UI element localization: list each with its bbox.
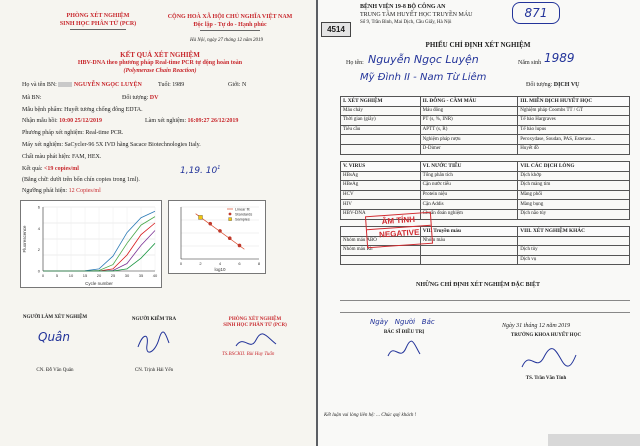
standard-curve-chart (168, 200, 266, 274)
dotted-line (340, 312, 630, 313)
table-row (341, 200, 630, 210)
legend-item: Samples (235, 217, 250, 222)
tick-label: 8 (257, 261, 261, 266)
method-line: Phương pháp xét nghiệm: Real-time PCR. (22, 130, 124, 136)
head-signature (518, 345, 578, 375)
table-row (341, 181, 630, 191)
handwritten-exponent: 1 (217, 165, 221, 171)
tick-label: 20 (96, 273, 102, 278)
table-cell[interactable]: Dịch vụ (518, 255, 630, 265)
age-label: Tuổi: (158, 82, 171, 88)
table-cell[interactable]: Tế bào lupus (518, 125, 630, 135)
table-cell[interactable]: Nhóm máu Rh (341, 246, 421, 256)
tick-label: 10 (68, 273, 74, 278)
sample-point (199, 215, 203, 219)
table-cell[interactable]: Tế bào Hargraves (518, 116, 630, 126)
table-row (341, 190, 630, 200)
checker-signature (135, 329, 171, 355)
result-subtitle: HBV-DNA theo phương pháp Real-time PCR tự động hoàn toàn (77, 60, 243, 66)
object-label: Đối tượng: (526, 82, 553, 88)
box-number: 4514 (321, 22, 351, 37)
tick-label: 40 (152, 273, 158, 278)
table-cell[interactable] (420, 255, 518, 265)
threshold-value: 12 Copies/ml (68, 188, 101, 194)
date-line: Hà Nội, ngày 27 tháng 12 năm 2019 (190, 38, 264, 43)
tick-label: 2 (199, 261, 202, 266)
standard-point (238, 244, 242, 248)
dotted-line (340, 300, 630, 301)
doctor-title: BÁC SĨ ĐIỀU TRỊ (383, 330, 425, 335)
done-label: Làm xét nghiệm: (145, 118, 186, 124)
result-sheet (0, 0, 316, 446)
yob-label: Năm sinh (518, 60, 542, 66)
table-cell[interactable]: Máu chảy (341, 106, 421, 116)
lab-name-1: PHÒNG XÉT NGHIỆM (66, 13, 130, 19)
section-header: VIII. XÉT NGHIỆM KHÁC (518, 227, 630, 237)
table-cell[interactable]: Nhóm máu ABO (341, 236, 421, 246)
table-cell[interactable]: HBeAg (341, 181, 421, 191)
address-handwritten: Mỹ Đình II - Nam Từ Liêm (360, 72, 487, 83)
object-value: DỊCH VỤ (553, 82, 580, 88)
result-subtitle-2: (Polymerase Chain Reaction) (123, 68, 197, 74)
table-cell[interactable] (518, 236, 630, 246)
legend-item: Standards (235, 212, 253, 217)
received-field (22, 118, 102, 125)
age-field (158, 82, 184, 89)
section-header: I. XÉT NGHIỆM (341, 97, 421, 107)
lab-name-2: SINH HỌC PHÂN TỬ (PCR) (59, 21, 137, 27)
x-axis-label: log10 (214, 267, 226, 272)
hospital-name: BỆNH VIỆN 19-8 BỘ CÔNG AN (360, 4, 446, 10)
footer-note: Kết luận vui lòng liên hệ: ... Chúc quý khách ! (324, 413, 417, 418)
table-cell[interactable]: Dịch não tủy (518, 209, 630, 219)
note-line: (Bằng chữ: dưới trên bốn chín copies trong 1ml). (22, 177, 140, 183)
legend-swatch (229, 218, 232, 221)
tick-label: 5 (55, 273, 59, 278)
table-cell[interactable]: APTT (s, R) (420, 125, 518, 135)
sex-label: Giới: (228, 82, 241, 88)
table-cell[interactable] (341, 135, 421, 145)
table-cell[interactable] (341, 144, 421, 154)
section-header: III. MIỄN DỊCH HUYẾT HỌC (518, 97, 630, 107)
table-cell[interactable]: Protein niệu (420, 190, 518, 200)
handwritten-code: 871 (512, 2, 560, 24)
sig-checker-title: NGƯỜI KIỂM TRA (131, 317, 177, 322)
threshold-field (22, 188, 101, 195)
sig-lab-head-name: TS.BSCKII. Bùi Huy Tuấn (222, 352, 275, 357)
received-value: 10:00 25/12/2019 (59, 118, 103, 124)
legend-item: Linear fit (235, 207, 250, 212)
country-title: CỘNG HOÀ XÃ HỘI CHỦ NGHĨA VIỆT NAM (167, 14, 293, 20)
sig-technician-title: NGƯỜI LÀM XÉT NGHIỆM (22, 315, 88, 320)
table-cell[interactable]: Nghiệm pháp rượu (420, 135, 518, 145)
result-title: KẾT QUẢ XÉT NGHIỆM (120, 51, 200, 59)
patient-name: NGUYỄN NGỌC LUYỆN (73, 82, 142, 88)
tick-label: 15 (82, 273, 88, 278)
table-row (341, 255, 630, 265)
legend-swatch (229, 213, 232, 216)
stamp-text-2: NEGATIVE (378, 227, 420, 240)
tick-label: 0 (179, 261, 183, 266)
table-cell[interactable]: D-Dimer (420, 144, 518, 154)
result-value: <19 copies/ml (44, 166, 79, 172)
table-cell[interactable]: Thời gian (giây) (341, 116, 421, 126)
head-name: TS. Trần Văn Tính (525, 376, 567, 381)
table-row (341, 106, 630, 116)
sig-technician-name: CN. Đỗ Văn Quân (36, 368, 74, 373)
section-header: VI. NƯỚC TIỂU (420, 162, 518, 172)
standard-curve-plot (169, 201, 265, 273)
technician-signature: Quân (38, 330, 71, 344)
standard-point (218, 229, 222, 233)
object-field (526, 82, 580, 89)
table-cell[interactable] (420, 246, 518, 256)
table-cell[interactable]: HBsAg (341, 171, 421, 181)
table-row (341, 246, 630, 256)
tick-label: 35 (138, 273, 144, 278)
table-cell[interactable]: Tổng phân tích (420, 171, 518, 181)
head-title: TRƯỞNG KHOA HUYẾT HỌC (510, 333, 582, 338)
lab-head-signature (234, 332, 278, 354)
section-header: II. ĐÔNG - CẦM MÁU (420, 97, 518, 107)
sex-field (228, 82, 246, 89)
sample-line: Mẫu bệnh phẩm: Huyết tương chống đông EDTA. (22, 107, 143, 113)
table-row (341, 116, 630, 126)
redaction-block (58, 82, 72, 87)
table-header-row (341, 97, 630, 107)
table-row (341, 125, 630, 135)
tick-label: 30 (124, 273, 130, 278)
date-line-right: Ngày 31 tháng 12 năm 2019 (502, 323, 571, 329)
country-motto: Độc lập - Tự do - Hạnh phúc (193, 22, 267, 28)
table-cell[interactable]: Huyết đồ (518, 144, 630, 154)
x-axis-label: Cycle number (85, 281, 113, 286)
machine-line: Máy xét nghiệm: SaCycler-96 5X IVD hãng Sacace Biotechnologies Italy. (22, 142, 201, 148)
table-cell[interactable]: Tiêu cầu (341, 125, 421, 135)
patient-name-handwritten: Nguyễn Ngọc Luyện (368, 53, 479, 66)
table-cell[interactable]: Màng bụng (518, 200, 630, 210)
tick-label: 6 (238, 261, 241, 266)
table-header-row (341, 162, 630, 172)
table-cell[interactable]: Dịch tủy (518, 246, 630, 256)
result-field (22, 166, 79, 173)
center-name: TRUNG TÂM HUYẾT HỌC TRUYỀN MÁU (360, 12, 473, 18)
sig-lab-title-1: PHÒNG XÉT NGHIỆM (228, 317, 282, 322)
doctor-signature (384, 340, 424, 364)
tick-label: 2 (37, 247, 40, 253)
request-sheet (318, 0, 640, 446)
tick-label: 25 (110, 273, 116, 278)
table-cell[interactable]: Cặn Addis (420, 200, 518, 210)
request-table-1 (340, 96, 630, 155)
table-cell[interactable]: HBV-DNA (341, 209, 421, 219)
table-cell[interactable]: PT (s, %, INR) (420, 116, 518, 126)
sig-lab-title-2: SINH HỌC PHÂN TỬ (PCR) (223, 323, 287, 328)
bottom-edge (548, 434, 640, 446)
tick-label: 0 (37, 268, 40, 274)
table-cell[interactable]: Nhóm máu (420, 236, 518, 246)
object-field (122, 95, 158, 102)
patient-name-row (22, 82, 142, 89)
table-cell[interactable]: Peroxydase, Soudan, PAS, Esterase... (518, 135, 630, 145)
done-value: 16:09:27 26/12/2019 (187, 118, 239, 124)
table-cell[interactable] (341, 255, 421, 265)
section-header: V. VIRUS (341, 162, 421, 172)
divider (70, 29, 126, 30)
section-header: VII. Truyền máu (420, 227, 518, 237)
name-label: Họ tên: (346, 60, 364, 66)
tick-label: 0 (41, 273, 45, 278)
table-cell[interactable]: Cặn nước tiểu (420, 181, 518, 191)
object-value: DV (149, 95, 159, 101)
object-label: Đối tượng: (122, 95, 149, 101)
dye-line: Chất màu phát hiện: FAM, HEX. (22, 154, 102, 160)
table-cell[interactable]: HCV (341, 190, 421, 200)
negative-stamp (365, 212, 433, 249)
yob-handwritten: 1989 (544, 51, 575, 65)
table-row (341, 135, 630, 145)
table-cell[interactable]: Nghiệm pháp Coombs TT / GT (518, 106, 630, 116)
date-handwritten-left: Ngày Người Bác (370, 318, 435, 326)
received-label: Nhận mẫu hồi: (22, 118, 58, 124)
y-axis-label: Fluorescence (22, 225, 27, 253)
section-header: VII. CÁC DỊCH LỎNG (518, 162, 630, 172)
tick-label: 6 (37, 204, 40, 210)
handwritten-value: 1,19. 10 (180, 166, 218, 176)
table-cell[interactable]: Màng phổi (518, 190, 630, 200)
amplification-plot (21, 201, 161, 287)
table-cell[interactable]: Chuẩn đoán nghiệm (420, 209, 518, 219)
table-cell[interactable]: Máu đông (420, 106, 518, 116)
result-label: Kết quả: (22, 166, 43, 172)
table-cell[interactable]: Dịch khớp (518, 171, 630, 181)
request-title: PHIẾU CHỈ ĐỊNH XÉT NGHIỆM (425, 41, 531, 49)
name-label: Họ và tên BN: (22, 82, 57, 88)
tick-label: 4 (218, 261, 222, 266)
patient-id-label: Mã BN: (22, 95, 42, 101)
divider (200, 30, 260, 31)
handwritten-result (180, 165, 220, 176)
standard-point (208, 222, 212, 226)
stamp-text-1: ÂM TÍNH (366, 213, 431, 230)
request-table-2 (340, 161, 630, 220)
center-address: Số 9, Trần Bình, Mai Dịch, Cầu Giấy, Hà Nội (360, 20, 452, 25)
sex-value: N (242, 82, 247, 88)
table-cell[interactable]: HIV (341, 200, 421, 210)
standard-point (228, 236, 232, 240)
table-cell[interactable]: Dịch màng tim (518, 181, 630, 191)
table-row (341, 171, 630, 181)
tick-label: 4 (37, 225, 40, 231)
done-field (145, 118, 238, 125)
table-row (341, 144, 630, 154)
threshold-label: Ngưỡng phát hiện: (22, 188, 68, 194)
age-value: 1989 (172, 82, 185, 88)
special-title: NHỮNG CHỈ ĐỊNH XÉT NGHIỆM ĐẶC BIỆT (415, 282, 540, 288)
amplification-chart (20, 200, 162, 288)
sig-checker-name: CN. Trịnh Hải Yến (134, 368, 174, 373)
